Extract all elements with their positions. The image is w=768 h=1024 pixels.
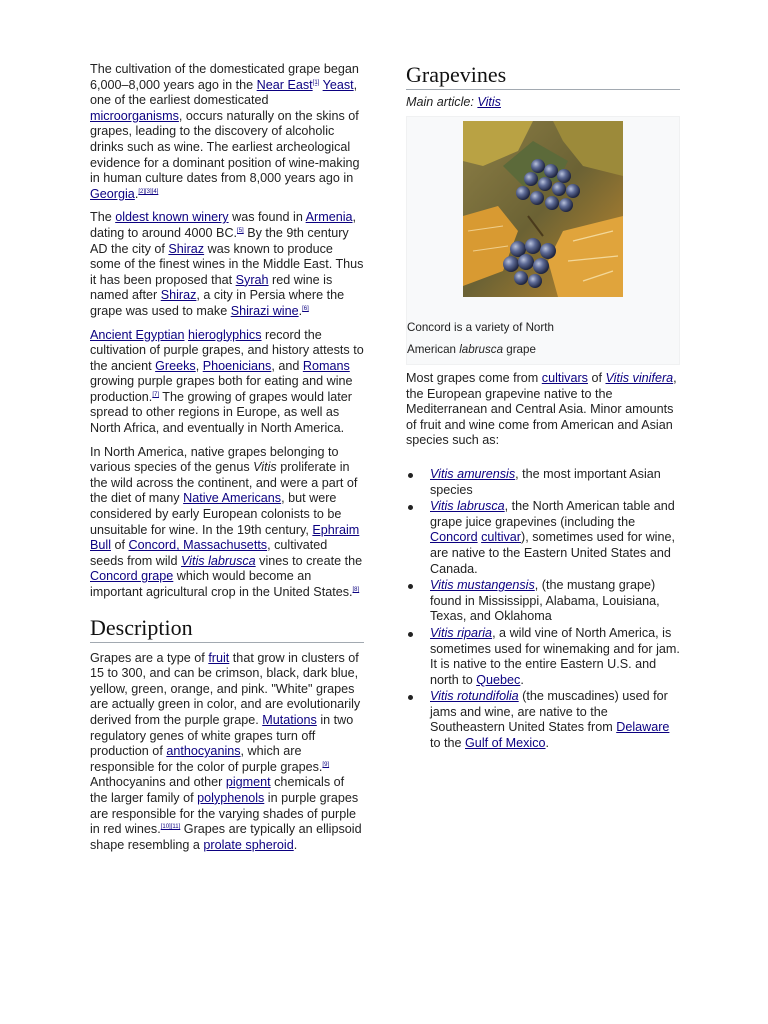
link-gulf-of-mexico[interactable]: Gulf of Mexico (465, 736, 546, 751)
link-shiraz[interactable]: Shiraz (168, 241, 205, 256)
list-item (406, 626, 680, 688)
paragraph-ancient (90, 328, 364, 437)
text: , a city in Persia where the grape was used to make (90, 288, 345, 318)
citation-ref[interactable]: [1] (312, 79, 320, 86)
text: Most grapes come from (406, 371, 542, 385)
text: (the muscadines) used for jams and wine, are native to the Southeastern United States from (430, 689, 668, 735)
citation-ref[interactable]: [10][11] (160, 824, 181, 831)
text: , and (271, 358, 303, 373)
text: was found in (228, 210, 306, 225)
text: , (the mustang grape) found in Mississippi, Alabama, Louisiana, Texas, and Oklahoma (430, 578, 660, 624)
link-native-americans[interactable]: Native Americans (183, 491, 282, 506)
citation-ref[interactable]: [8] (352, 587, 360, 593)
left-column (90, 62, 364, 861)
text: The (90, 210, 116, 225)
text: grape (503, 342, 536, 356)
text: which would become an important agricultural crop in the United States. (90, 569, 353, 599)
paragraph-cultivation (90, 62, 364, 202)
citation-ref[interactable]: [5] (237, 227, 244, 234)
text: , dating to around 4000 BC. (90, 210, 357, 240)
link-concord-grape[interactable]: Concord grape (90, 569, 174, 584)
text: , which are responsible for the color of purple grapes. (90, 744, 323, 774)
text: ), sometimes used for wine, are native to the Eastern United States and Canada. (430, 530, 675, 576)
paragraph-grapevines-intro (406, 371, 680, 449)
text: vines to create the (255, 553, 363, 568)
text: American (407, 342, 460, 356)
link-vitis-riparia[interactable]: Vitis riparia (430, 625, 493, 640)
link-concord-massachusetts[interactable]: Concord, Massachusetts (128, 538, 268, 553)
figure-thumbnail (406, 116, 680, 365)
text: , occurs naturally on the skins of grapes, leading to the discovery of alcoholic drinks such as wine. The earliest archeological evidence for a dominant position of wine-making in human culture dates from 8,000 years ago in (90, 108, 360, 186)
citation-ref[interactable]: [7] (152, 391, 159, 398)
list-item (406, 467, 680, 498)
citation-ref[interactable]: [9] (322, 761, 330, 768)
species-list (406, 467, 680, 752)
text: . (298, 303, 303, 318)
link-shiraz-city[interactable]: Shiraz (160, 288, 197, 303)
text: , cultivated seeds from wild (90, 538, 328, 568)
text: , one of the earliest domesticated (90, 77, 358, 108)
link-mutations[interactable]: Mutations (262, 712, 317, 727)
text: chemicals of the larger family of (90, 775, 345, 805)
text: in two regulatory genes of white grapes turn off production of (90, 712, 354, 759)
section-heading-grapevines: Grapevines (406, 62, 680, 90)
link-yeast[interactable]: Yeast (322, 77, 354, 92)
text: growing purple grapes both for eating and wine production. (90, 374, 353, 404)
link-prolate-spheroid[interactable]: prolate spheroid (203, 837, 294, 852)
link-oldest-known-winery[interactable]: oldest known winery (115, 210, 229, 225)
link-syrah[interactable]: Syrah (235, 272, 269, 287)
list-item (406, 689, 680, 751)
link-georgia[interactable]: Georgia (90, 186, 135, 201)
text: record the cultivation of purple grapes, and history attests to the ancient (90, 327, 364, 373)
link-polyphenols[interactable]: polyphenols (197, 790, 265, 805)
link-vitis-vinifera[interactable]: Vitis vinifera (605, 371, 674, 385)
text: Anthocyanins and other (90, 775, 226, 790)
right-column (406, 62, 680, 753)
text: of (111, 538, 129, 553)
text: , a wild vine of North America, is sometimes used for winemaking and for jam. It is native to the entire Eastern U.S. and north to (430, 625, 680, 687)
text-labrusca: labrusca (459, 342, 504, 356)
list-item (406, 578, 680, 625)
text: The growing of grapes would later spread to other regions in Europe, as well as North Africa, and eventually in North America. (90, 389, 352, 436)
text: Grapes are typically an ellipsoid shape resembling a (90, 822, 362, 852)
link-vitis-amurensis[interactable]: Vitis amurensis (430, 466, 516, 481)
text: of (587, 371, 606, 385)
link-anthocyanins[interactable]: anthocyanins (166, 744, 241, 759)
link-vitis-labrusca[interactable]: Vitis labrusca (181, 553, 256, 568)
text: , the most important Asian species (430, 466, 661, 497)
link-shirazi-wine[interactable]: Shirazi wine (230, 303, 299, 318)
link-cultivar[interactable]: cultivar (481, 530, 521, 545)
link-vitis[interactable]: Vitis (477, 95, 501, 109)
text: , but were considered by early European colonists to be unsuitable for wine. In the 19th century, (90, 491, 342, 537)
citation-ref[interactable]: [2][3][4] (138, 188, 159, 195)
caption-line1: Concord is a variety of North (407, 321, 554, 334)
text: in purple grapes are responsible for the varying shades of purple in red wines. (90, 790, 359, 837)
text: , (195, 358, 203, 373)
text: In North America, native grapes belonging to various species of the genus (90, 444, 339, 475)
link-ephraim-bull[interactable]: Ephraim Bull (90, 522, 360, 553)
link-romans[interactable]: Romans (302, 358, 350, 373)
link-quebec[interactable]: Quebec (476, 672, 521, 687)
link-ancient-egyptian[interactable]: Ancient Egyptian (90, 327, 185, 342)
text: that grow in clusters of 15 to 300, and can be crimson, black, dark blue, yellow, green, orange, and pink. "White" grapes are actually green in color, and are evolutionarily derived from the purple grape. (90, 650, 361, 727)
text: , the North American table and grape juice grapevines (including the (430, 499, 675, 529)
link-greeks[interactable]: Greeks (155, 358, 196, 373)
link-vitis-mustangensis[interactable]: Vitis mustangensis (430, 578, 535, 593)
text: Grapes are a type of (90, 650, 209, 665)
figure-caption (407, 297, 679, 360)
link-fruit[interactable]: fruit (208, 650, 230, 665)
text: . (293, 837, 298, 852)
link-pigment[interactable]: pigment (225, 775, 271, 790)
paragraph-winery (90, 210, 364, 319)
link-armenia[interactable]: Armenia (305, 210, 353, 225)
grape-cluster-photo[interactable] (463, 121, 623, 297)
hatnote-main-article (406, 94, 680, 110)
link-hieroglyphics[interactable]: hieroglyphics (188, 327, 262, 342)
link-vitis-rotundifolia[interactable]: Vitis rotundifolia (430, 689, 519, 704)
text: , the European grapevine native to the Mediterranean and Central Asia. Minor amounts of fruit and wine come from American and Asian species such as: (406, 371, 677, 448)
text: to the (430, 736, 466, 751)
link-cultivars[interactable]: cultivars (541, 371, 588, 385)
text: red wine is named after (90, 272, 333, 303)
text: The cultivation of the domesticated grape began 6,000–8,000 years ago in the (90, 62, 359, 92)
paragraph-description (90, 651, 364, 854)
paragraph-north-america (90, 445, 364, 601)
link-delaware[interactable]: Delaware (616, 720, 670, 735)
text: . (520, 672, 524, 687)
link-vitis-labrusca[interactable]: Vitis labrusca (430, 499, 505, 514)
text: proliferate in the wild across the continent, and were a part of the diet of many (90, 460, 358, 506)
citation-ref[interactable]: [6] (302, 305, 309, 312)
text: . (545, 736, 550, 751)
section-heading-description: Description (90, 615, 364, 643)
link-near-east[interactable]: Near East (256, 77, 313, 92)
text: . (134, 186, 139, 201)
link-concord[interactable]: Concord (430, 530, 478, 545)
text: was known to produce some of the finest wines in the Middle East. Thus it has been proposed that (90, 241, 364, 287)
link-microorganisms[interactable]: microorganisms (90, 108, 179, 123)
link-phoenicians[interactable]: Phoenicians (202, 358, 272, 373)
list-item (406, 499, 680, 577)
text: By the 9th century AD the city of (90, 225, 349, 256)
text-vitis: Vitis (253, 460, 277, 475)
hatnote-label: Main article: (406, 95, 478, 109)
